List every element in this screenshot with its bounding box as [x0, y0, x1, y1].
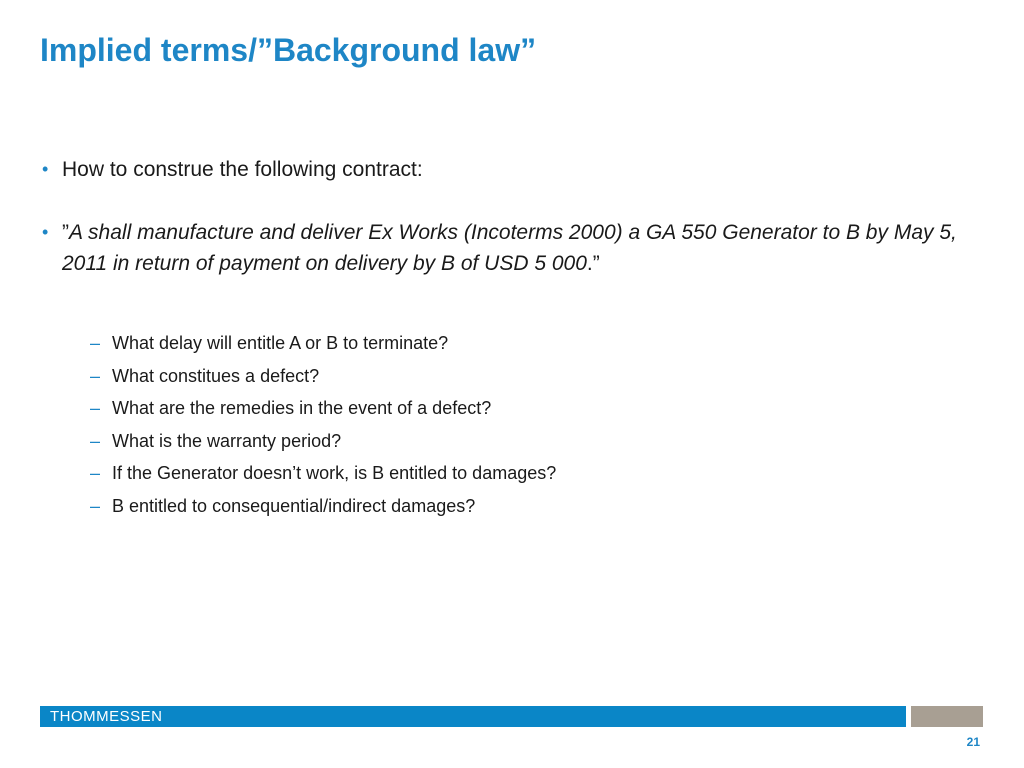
slide-content	[40, 154, 960, 522]
sub-bullet-item	[90, 392, 960, 425]
dash-marker: –	[90, 495, 101, 516]
footer-accent-block	[911, 706, 983, 727]
dash-marker: –	[90, 463, 101, 483]
page-number: 21	[966, 735, 980, 749]
sub-bullet-text: If the Generator doesn’t work, is B entitled to damages?	[112, 463, 557, 483]
dash-marker: –	[90, 430, 101, 451]
dash-marker: –	[90, 398, 101, 418]
sub-bullet-item	[90, 457, 960, 490]
footer-bar	[40, 706, 906, 727]
bullet-item	[40, 154, 960, 185]
dash-marker: –	[90, 365, 101, 386]
sub-bullet-text: What are the remedies in the event of a defect?	[112, 398, 492, 418]
slide-title: Implied terms/”Background law”	[40, 32, 537, 68]
sub-bullet-list	[40, 327, 960, 522]
sub-bullet-text: B entitled to consequential/indirect damages?	[112, 495, 476, 516]
dash-marker: –	[90, 333, 101, 353]
bullet-item-contract-quote	[40, 217, 960, 279]
sub-bullet-item	[90, 425, 960, 458]
sub-bullet-text: What is the warranty period?	[112, 430, 342, 451]
open-quote: ”	[62, 221, 69, 244]
sub-bullet-text: What constitues a defect?	[112, 365, 320, 386]
bullet-text: How to construe the following contract:	[62, 158, 423, 181]
bullet-marker: •	[42, 222, 49, 242]
brand-logo: THOMMESSEN	[50, 708, 163, 725]
bullet-marker: •	[42, 159, 49, 179]
contract-quote-text: A shall manufacture and deliver Ex Works (Incoterms 2000) a GA 550 Generator to B by May 5, 2011 in return of payment on delivery by B of USD 5 000	[62, 221, 957, 275]
sub-bullet-text: What delay will entitle A or B to terminate?	[112, 333, 449, 353]
sub-bullet-item	[90, 327, 960, 360]
sub-bullet-item	[90, 490, 960, 523]
sub-bullet-item	[90, 360, 960, 393]
close-quote: .”	[586, 252, 600, 275]
